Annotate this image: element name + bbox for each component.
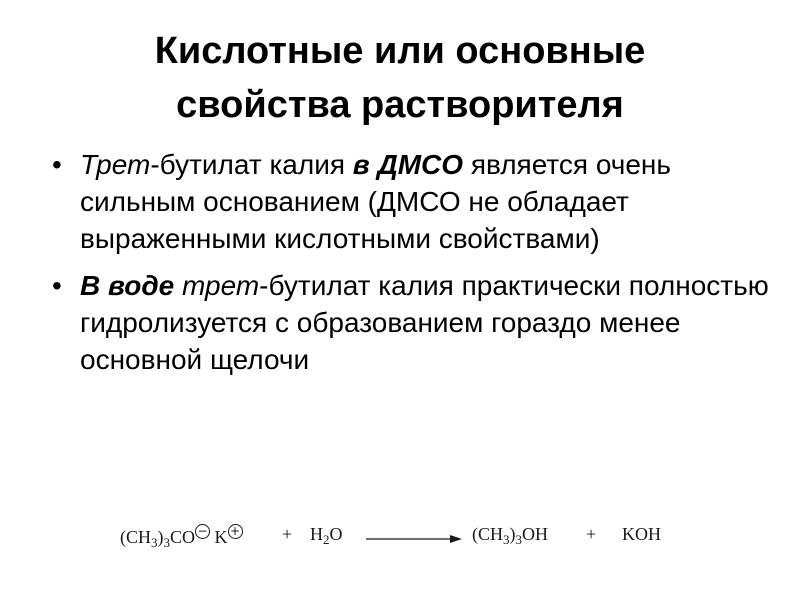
eq-text: (CH	[472, 524, 503, 544]
eq-text: CO	[170, 527, 196, 547]
bullet-dot-icon: •	[52, 270, 62, 301]
bullet-item-2	[50, 267, 770, 378]
bullet-2-text-space	[174, 270, 182, 301]
product-tert-butanol	[472, 524, 548, 548]
eq-text: O	[329, 524, 343, 544]
eq-text: K	[214, 527, 228, 547]
bullet-dot-icon: •	[52, 149, 62, 180]
bullet-2-text-b: -бутилат калия практически полностью гидролизуется с образованием гораздо менее основной щелочи	[80, 270, 769, 375]
eq-text: )	[157, 527, 164, 547]
title-line-1: Кислотные или основные	[154, 30, 646, 72]
bullet-list	[50, 146, 770, 388]
plus-sign-1: +	[282, 524, 293, 544]
eq-subscript: 2	[323, 532, 330, 547]
eq-subscript: 3	[151, 535, 158, 550]
title-line-2: свойства растворителя	[176, 84, 624, 126]
eq-text: H	[310, 524, 323, 544]
reaction-equation	[120, 520, 680, 550]
eq-text: )	[509, 524, 516, 544]
reaction-arrow-icon	[366, 534, 462, 544]
plus-charge-icon: +	[228, 524, 243, 539]
reactant-tert-butoxide	[120, 524, 243, 551]
bullet-item-1	[50, 146, 770, 257]
bullet-1-text-bold-italic: в ДМСО	[352, 149, 464, 180]
eq-subscript: 3	[503, 532, 510, 547]
bullet-1-text-b: является очень сильным основанием (ДМСО не обладает выраженными кислотными свойствами)	[80, 149, 671, 254]
plus-sign-2: +	[586, 524, 597, 544]
product-koh: KOH	[622, 524, 661, 544]
bullet-1-text-a: -бутилат калия	[150, 149, 353, 180]
eq-text: (CH	[120, 527, 151, 547]
bullet-2-text-bold-italic: В воде	[80, 270, 175, 301]
bullet-2-text-italic: трет	[181, 270, 260, 301]
bullet-1-text-italic: Трет	[80, 149, 151, 180]
slide-title	[40, 24, 760, 132]
reactant-water	[310, 524, 343, 548]
eq-subscript: 3	[515, 532, 522, 547]
eq-text: OH	[522, 524, 548, 544]
minus-charge-icon: −	[195, 524, 210, 539]
eq-subscript: 3	[163, 535, 170, 550]
